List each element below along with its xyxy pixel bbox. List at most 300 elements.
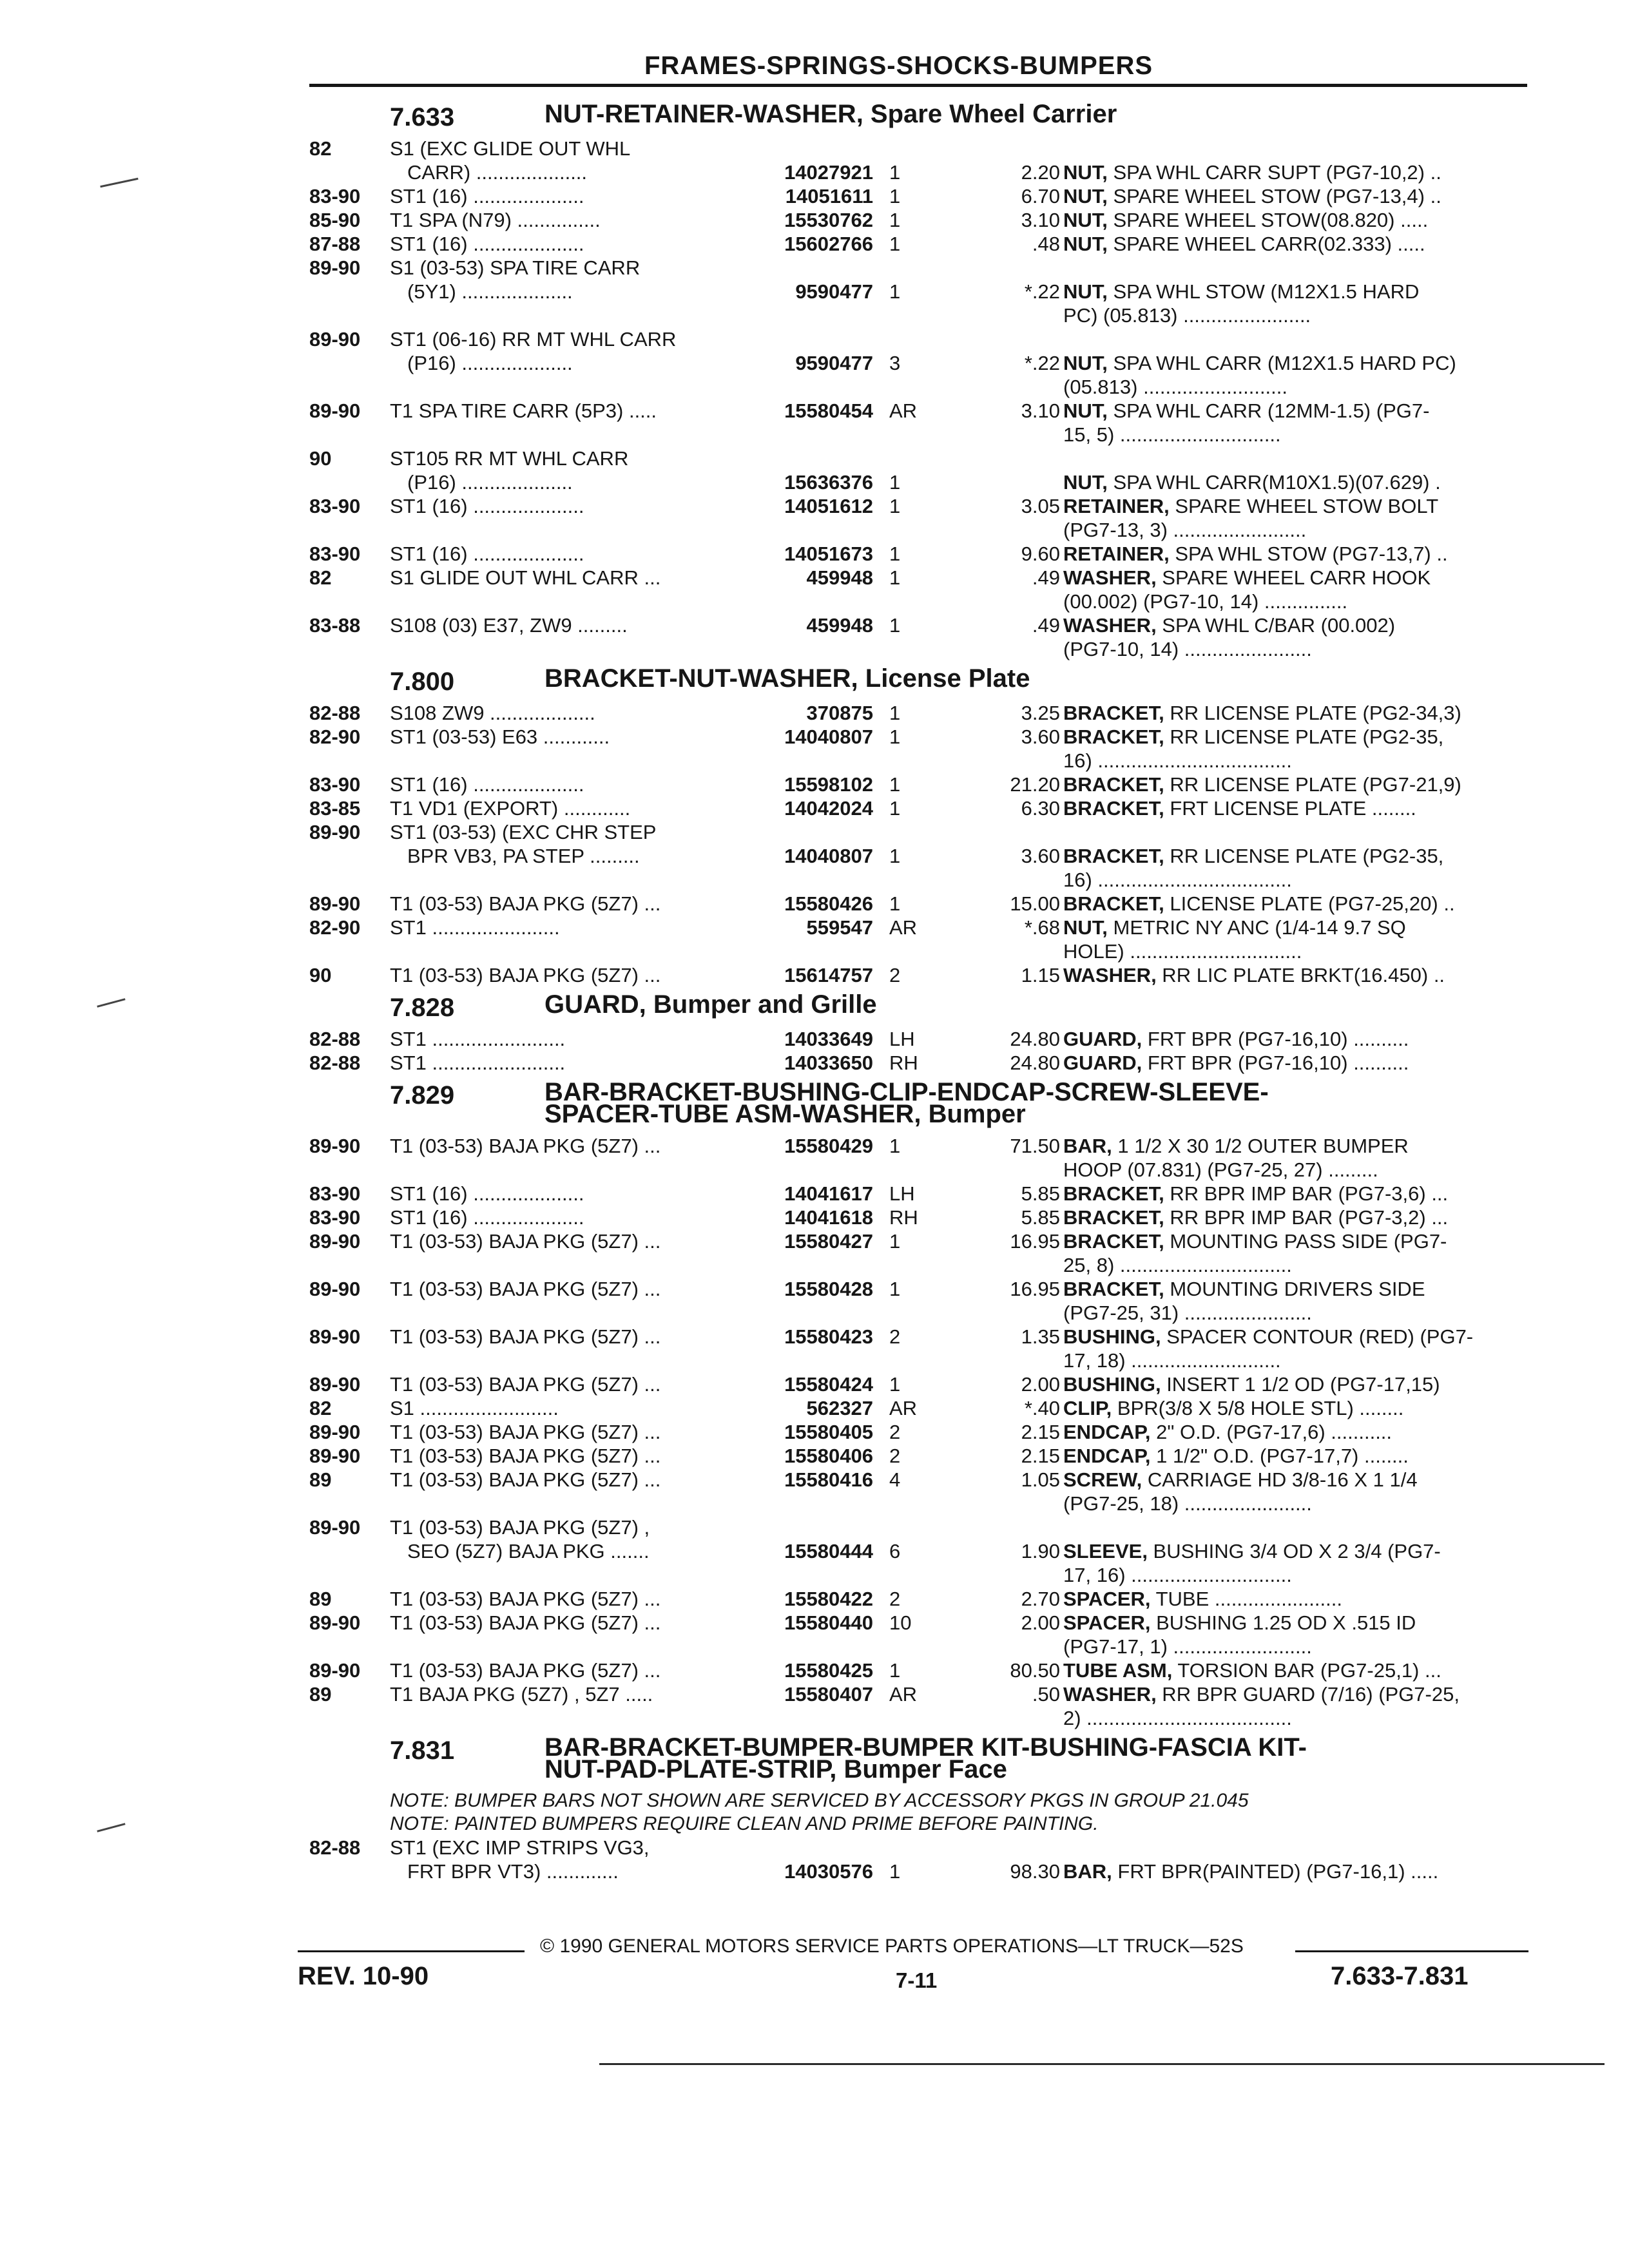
- part-name: [1063, 1182, 1448, 1206]
- part-name: [1063, 470, 1441, 494]
- parts-row: [309, 725, 1530, 749]
- quantity: 1: [889, 543, 901, 565]
- usage-description: T1 (03-53) BAJA PKG (5Z7) ...: [390, 1445, 661, 1467]
- usage-description: T1 (03-53) BAJA PKG (5Z7) ...: [390, 1230, 661, 1253]
- part-name: [1063, 1658, 1441, 1682]
- usage-description: T1 (03-53) BAJA PKG (5Z7) ...: [390, 1611, 661, 1634]
- part-name-keyword: BRACKET,: [1063, 702, 1164, 724]
- usage-description: T1 (03-53) BAJA PKG (5Z7) ...: [390, 1588, 661, 1610]
- part-name: [1063, 1539, 1441, 1563]
- price: 3.60: [1021, 845, 1060, 867]
- part-name: [1063, 1027, 1409, 1051]
- parts-row: [309, 1051, 1530, 1075]
- part-name: [1063, 184, 1441, 208]
- part-name-text: SPA WHL C/BAR (00.002): [1156, 614, 1396, 637]
- part-name-text: MOUNTING PASS SIDE (PG7-: [1164, 1230, 1447, 1253]
- quantity: 1: [889, 280, 901, 303]
- part-name-text: 2" O.D. (PG7-17,6) ...........: [1150, 1421, 1393, 1443]
- usage-description: (P16) ....................: [407, 352, 573, 374]
- usage-description: ST1 ........................: [390, 1028, 566, 1050]
- part-name: [1063, 1706, 1292, 1730]
- usage-description: (5Y1) ....................: [407, 280, 573, 303]
- part-number: 14033650: [784, 1052, 873, 1074]
- part-name-text: SPARE WHEEL CARR(02.333) .....: [1107, 233, 1425, 255]
- parts-row: [309, 1635, 1530, 1658]
- quantity: 1: [889, 1373, 901, 1396]
- part-name-text: PC) (05.813) .......................: [1063, 304, 1311, 327]
- usage-description: (P16) ....................: [407, 471, 573, 494]
- part-name-text: 16) ...................................: [1063, 749, 1292, 772]
- parts-listing: [309, 97, 1530, 1883]
- parts-row: [309, 232, 1530, 256]
- footer-rule-right: [1295, 1950, 1528, 1952]
- usage-description: T1 (03-53) BAJA PKG (5Z7) ...: [390, 1659, 661, 1682]
- part-name-text: FRT BPR (PG7-16,10) ..........: [1142, 1052, 1409, 1074]
- part-number: 15580426: [784, 892, 873, 915]
- part-name: [1063, 423, 1281, 447]
- part-number: 15580405: [784, 1421, 873, 1443]
- price: 3.10: [1021, 399, 1060, 422]
- part-name: [1063, 796, 1416, 820]
- part-name-keyword: NUT,: [1063, 280, 1108, 303]
- part-number: 14051673: [784, 543, 873, 565]
- part-name-keyword: NUT,: [1063, 352, 1108, 374]
- price: .49: [1032, 614, 1060, 637]
- part-name: [1063, 1492, 1312, 1515]
- part-name-keyword: BUSHING,: [1063, 1373, 1161, 1396]
- part-number: 370875: [806, 702, 873, 724]
- part-number: 15598102: [784, 773, 873, 796]
- part-name-text: SPARE WHEEL CARR HOOK: [1156, 566, 1431, 589]
- part-name: [1063, 844, 1443, 868]
- quantity: AR: [889, 916, 918, 939]
- part-number: 15580429: [784, 1135, 873, 1157]
- section-heading: [309, 661, 1530, 701]
- quantity: 1: [889, 773, 901, 796]
- quantity: 1: [889, 797, 901, 820]
- parts-row: [309, 1182, 1530, 1206]
- part-name-keyword: BRACKET,: [1063, 1278, 1164, 1300]
- part-name: [1063, 303, 1311, 327]
- part-number: 15580424: [784, 1373, 873, 1396]
- part-name-text: TUBE .......................: [1150, 1588, 1342, 1610]
- part-name-text: SPA WHL CARR (M12X1.5 HARD PC): [1107, 352, 1456, 374]
- part-name: [1063, 916, 1406, 939]
- part-name-text: (PG7-25, 18) .......................: [1063, 1492, 1312, 1515]
- part-name: [1063, 1229, 1447, 1253]
- part-name: [1063, 749, 1292, 773]
- part-name-text: (PG7-13, 3) ........................: [1063, 519, 1307, 541]
- section-heading: [309, 1730, 1530, 1789]
- quantity: 6: [889, 1540, 901, 1562]
- part-name: [1063, 542, 1448, 566]
- part-name-keyword: NUT,: [1063, 209, 1108, 231]
- part-name-keyword: BAR,: [1063, 1860, 1112, 1883]
- part-name-keyword: NUT,: [1063, 185, 1108, 207]
- quantity: 1: [889, 726, 901, 748]
- usage-description: ST1 (16) ....................: [390, 543, 584, 565]
- model-years: 89-90: [309, 1445, 361, 1467]
- part-name: [1063, 160, 1441, 184]
- part-name-text: MOUNTING DRIVERS SIDE: [1164, 1278, 1425, 1300]
- part-name: [1063, 1051, 1409, 1075]
- part-number: 15602766: [784, 233, 873, 255]
- model-years: 83-90: [309, 543, 361, 565]
- part-name-keyword: ENDCAP,: [1063, 1445, 1151, 1467]
- part-number: 15530762: [784, 209, 873, 231]
- part-number: 15580407: [784, 1683, 873, 1706]
- parts-row: [309, 327, 1530, 351]
- model-years: 83-85: [309, 797, 361, 820]
- part-name-keyword: SPACER,: [1063, 1588, 1151, 1610]
- parts-row: [309, 1492, 1530, 1515]
- part-name-keyword: NUT,: [1063, 916, 1108, 939]
- part-name-keyword: WASHER,: [1063, 614, 1157, 637]
- parts-row: [309, 1134, 1530, 1158]
- price: 1.15: [1021, 964, 1060, 986]
- parts-row: [309, 1563, 1530, 1587]
- price: 9.60: [1021, 543, 1060, 565]
- usage-description: ST1 (16) ....................: [390, 1206, 584, 1229]
- part-name: [1063, 1134, 1409, 1158]
- part-name-keyword: GUARD,: [1063, 1028, 1142, 1050]
- quantity: 1: [889, 1135, 901, 1157]
- part-name-keyword: SCREW,: [1063, 1468, 1142, 1491]
- section-heading: [309, 987, 1530, 1027]
- price: 1.05: [1021, 1468, 1060, 1491]
- part-name-text: RR BPR IMP BAR (PG7-3,6) ...: [1164, 1182, 1449, 1205]
- scan-mark: [97, 1823, 125, 1832]
- part-name-text: 25, 8) ...............................: [1063, 1254, 1292, 1276]
- model-years: 89-90: [309, 821, 361, 843]
- parts-row: [309, 1611, 1530, 1635]
- usage-description: S1 (03-53) SPA TIRE CARR: [390, 256, 641, 279]
- price: 2.20: [1021, 161, 1060, 184]
- footer-rule-left: [298, 1950, 525, 1952]
- parts-row: [309, 1206, 1530, 1229]
- part-number: 459948: [806, 614, 873, 637]
- part-name-keyword: NUT,: [1063, 471, 1108, 494]
- part-number: 459948: [806, 566, 873, 589]
- part-name-keyword: NUT,: [1063, 399, 1108, 422]
- usage-description: T1 (03-53) BAJA PKG (5Z7) ,: [390, 1516, 650, 1539]
- model-years: 89-90: [309, 399, 361, 422]
- model-years: 82: [309, 137, 332, 160]
- part-name-text: FRT LICENSE PLATE ........: [1164, 797, 1416, 820]
- part-name-text: SPA WHL CARR(M10X1.5)(07.629) .: [1107, 471, 1441, 494]
- part-name-keyword: WASHER,: [1063, 566, 1157, 589]
- part-name: [1063, 1563, 1292, 1587]
- part-number: 9590477: [795, 352, 873, 374]
- price: 2.00: [1021, 1373, 1060, 1396]
- price: 1.90: [1021, 1540, 1060, 1562]
- part-name-text: HOOP (07.831) (PG7-25, 27) .........: [1063, 1158, 1378, 1181]
- usage-description: ST1 (03-53) E63 ............: [390, 726, 610, 748]
- quantity: 2: [889, 964, 901, 986]
- model-years: 83-90: [309, 1206, 361, 1229]
- part-name: [1063, 1325, 1473, 1349]
- part-name-keyword: BRACKET,: [1063, 1206, 1164, 1229]
- section-title-line: GUARD, Bumper and Grille: [545, 990, 877, 1019]
- part-name-text: 1 1/2" O.D. (PG7-17,7) ........: [1150, 1445, 1409, 1467]
- quantity: 1: [889, 1230, 901, 1253]
- quantity: 1: [889, 614, 901, 637]
- part-number: 562327: [806, 1397, 873, 1419]
- quantity: 2: [889, 1325, 901, 1348]
- parts-row: [309, 518, 1530, 542]
- header-rule: [309, 84, 1527, 87]
- part-name: [1063, 375, 1287, 399]
- part-name-text: 2) .....................................: [1063, 1707, 1292, 1729]
- part-name-text: BPR(3/8 X 5/8 HOLE STL) ........: [1112, 1397, 1404, 1419]
- part-name-keyword: NUT,: [1063, 233, 1108, 255]
- section-number: 7.633: [390, 103, 455, 131]
- part-name-text: INSERT 1 1/2 OD (PG7-17,15): [1161, 1373, 1440, 1396]
- usage-description: T1 (03-53) BAJA PKG (5Z7) ...: [390, 1468, 661, 1491]
- footer-section-range: 7.633-7.831: [1331, 1962, 1469, 1990]
- parts-row: [309, 1396, 1530, 1420]
- part-number: 559547: [806, 916, 873, 939]
- usage-description: T1 SPA TIRE CARR (5P3) .....: [390, 399, 657, 422]
- part-name-text: SPA WHL CARR (12MM-1.5) (PG7-: [1107, 399, 1430, 422]
- parts-row: [309, 637, 1530, 661]
- parts-row: [309, 1372, 1530, 1396]
- part-name: [1063, 773, 1461, 796]
- usage-description: ST1 (16) ....................: [390, 1182, 584, 1205]
- parts-row: [309, 1277, 1530, 1301]
- usage-description: FRT BPR VT3) .............: [407, 1860, 619, 1883]
- model-years: 90: [309, 447, 332, 470]
- part-name-keyword: TUBE ASM,: [1063, 1659, 1173, 1682]
- part-name-text: 15, 5) .............................: [1063, 423, 1281, 446]
- part-name-text: RR LICENSE PLATE (PG2-35,: [1164, 726, 1444, 748]
- usage-description: T1 (03-53) BAJA PKG (5Z7) ...: [390, 1373, 661, 1396]
- model-years: 82-90: [309, 726, 361, 748]
- part-number: 14051611: [785, 185, 873, 207]
- parts-row: [309, 916, 1530, 939]
- usage-description: ST1 ........................: [390, 1052, 566, 1074]
- part-name: [1063, 939, 1302, 963]
- parts-row: [309, 256, 1530, 280]
- quantity: 1: [889, 702, 901, 724]
- parts-row: [309, 590, 1530, 613]
- part-name-text: (05.813) ..........................: [1063, 376, 1288, 398]
- part-name-text: 16) ...................................: [1063, 869, 1292, 891]
- price: 1.35: [1021, 1325, 1060, 1348]
- parts-row: [309, 423, 1530, 447]
- part-number: 15580416: [784, 1468, 873, 1491]
- parts-row: [309, 184, 1530, 208]
- part-name-text: FRT BPR(PAINTED) (PG7-16,1) .....: [1112, 1860, 1439, 1883]
- price: 21.20: [1010, 773, 1060, 796]
- price: 71.50: [1010, 1135, 1060, 1157]
- part-number: 15580454: [784, 399, 873, 422]
- parts-row: [309, 844, 1530, 868]
- quantity: 10: [889, 1611, 912, 1634]
- part-number: 15580428: [784, 1278, 873, 1300]
- part-name: [1063, 1635, 1312, 1658]
- parts-row: [309, 208, 1530, 232]
- part-name-text: METRIC NY ANC (1/4-14 9.7 SQ: [1107, 916, 1406, 939]
- parts-row: [309, 1658, 1530, 1682]
- part-name: [1063, 399, 1429, 423]
- parts-row: [309, 494, 1530, 518]
- part-name-text: SPACER CONTOUR (RED) (PG7-: [1161, 1325, 1474, 1348]
- parts-row: [309, 1587, 1530, 1611]
- section-title-line: NUT-PAD-PLATE-STRIP, Bumper Face: [545, 1755, 1007, 1783]
- part-name-text: FRT BPR (PG7-16,10) ..........: [1142, 1028, 1409, 1050]
- model-years: 89-90: [309, 892, 361, 915]
- part-name-text: (PG7-17, 1) .........................: [1063, 1635, 1312, 1658]
- part-number: 14030576: [784, 1860, 873, 1883]
- scan-mark: [97, 998, 125, 1008]
- part-name-text: RR LICENSE PLATE (PG2-34,3): [1164, 702, 1461, 724]
- part-name: [1063, 232, 1425, 256]
- parts-row: [309, 375, 1530, 399]
- quantity: 1: [889, 471, 901, 494]
- section-number: 7.831: [390, 1736, 455, 1765]
- parts-row: [309, 1706, 1530, 1730]
- price: 3.10: [1021, 209, 1060, 231]
- part-name-keyword: BUSHING,: [1063, 1325, 1161, 1348]
- price: 98.30: [1010, 1860, 1060, 1883]
- usage-description: ST1 (16) ....................: [390, 185, 584, 207]
- price: .48: [1032, 233, 1060, 255]
- part-number: 15580440: [784, 1611, 873, 1634]
- part-name-text: TORSION BAR (PG7-25,1) ...: [1172, 1659, 1441, 1682]
- part-name-keyword: SPACER,: [1063, 1611, 1151, 1634]
- part-name: [1063, 725, 1443, 749]
- parts-row: [309, 963, 1530, 987]
- part-number: 14033649: [784, 1028, 873, 1050]
- part-name: [1063, 1682, 1460, 1706]
- part-name: [1063, 613, 1395, 637]
- model-years: 89-90: [309, 1325, 361, 1348]
- price: 2.00: [1021, 1611, 1060, 1634]
- price: 16.95: [1010, 1230, 1060, 1253]
- parts-row: [309, 1158, 1530, 1182]
- part-number: 9590477: [795, 280, 873, 303]
- price: 3.05: [1021, 495, 1060, 517]
- quantity: LH: [889, 1028, 915, 1050]
- section-title: [545, 1078, 1511, 1128]
- part-name: [1063, 1587, 1342, 1611]
- part-name-text: 17, 18) ...........................: [1063, 1349, 1281, 1372]
- parts-row: [309, 542, 1530, 566]
- usage-description: ST105 RR MT WHL CARR: [390, 447, 629, 470]
- parts-row: [309, 1836, 1530, 1860]
- usage-description: ST1 (06-16) RR MT WHL CARR: [390, 328, 677, 351]
- quantity: 1: [889, 233, 901, 255]
- part-name-keyword: ENDCAP,: [1063, 1421, 1151, 1443]
- quantity: AR: [889, 1683, 918, 1706]
- usage-description: S1 GLIDE OUT WHL CARR ...: [390, 566, 661, 589]
- footer-copyright: © 1990 GENERAL MOTORS SERVICE PARTS OPERATIONS—LT TRUCK—52S: [540, 1936, 1244, 1957]
- price: 24.80: [1010, 1028, 1060, 1050]
- parts-row: [309, 796, 1530, 820]
- price: 6.70: [1021, 185, 1060, 207]
- parts-row: [309, 1539, 1530, 1563]
- part-name: [1063, 892, 1455, 916]
- model-years: 89: [309, 1683, 332, 1706]
- quantity: 3: [889, 352, 901, 374]
- price: 5.85: [1021, 1206, 1060, 1229]
- parts-row: [309, 1860, 1530, 1883]
- part-name-text: LICENSE PLATE (PG7-25,20) ..: [1164, 892, 1455, 915]
- price: *.22: [1024, 352, 1060, 374]
- parts-row: [309, 1444, 1530, 1468]
- price: 2.70: [1021, 1588, 1060, 1610]
- part-number: 14040807: [784, 726, 873, 748]
- parts-row: [309, 613, 1530, 637]
- usage-description: T1 (03-53) BAJA PKG (5Z7) ...: [390, 964, 661, 986]
- usage-description: S108 (03) E37, ZW9 .........: [390, 614, 628, 637]
- part-name-text: RR LIC PLATE BRKT(16.450) ..: [1156, 964, 1445, 986]
- part-name-keyword: BRACKET,: [1063, 845, 1164, 867]
- part-name: [1063, 1158, 1378, 1182]
- part-name: [1063, 590, 1347, 613]
- quantity: AR: [889, 399, 918, 422]
- quantity: 1: [889, 185, 901, 207]
- part-name: [1063, 637, 1312, 661]
- price: .50: [1032, 1683, 1060, 1706]
- usage-description: S1 (EXC GLIDE OUT WHL: [390, 137, 631, 160]
- part-number: 14027921: [784, 161, 873, 184]
- part-name: [1063, 868, 1292, 892]
- price: 80.50: [1010, 1659, 1060, 1682]
- part-name: [1063, 1372, 1440, 1396]
- quantity: 4: [889, 1468, 901, 1491]
- parts-row: [309, 773, 1530, 796]
- model-years: 85-90: [309, 209, 361, 231]
- section-title: [545, 1733, 1511, 1783]
- model-years: 89-90: [309, 328, 361, 351]
- part-name: [1063, 963, 1445, 987]
- part-name: [1063, 1468, 1418, 1492]
- usage-description: T1 (03-53) BAJA PKG (5Z7) ...: [390, 1278, 661, 1300]
- part-name: [1063, 1349, 1281, 1372]
- model-years: 89-90: [309, 1278, 361, 1300]
- part-name: [1063, 208, 1428, 232]
- parts-row: [309, 1468, 1530, 1492]
- part-name-keyword: RETAINER,: [1063, 495, 1170, 517]
- price: *.22: [1024, 280, 1060, 303]
- part-name: [1063, 1277, 1425, 1301]
- part-name: [1063, 1206, 1448, 1229]
- part-name-text: CARRIAGE HD 3/8-16 X 1 1/4: [1142, 1468, 1418, 1491]
- part-name-text: BUSHING 3/4 OD X 2 3/4 (PG7-: [1147, 1540, 1441, 1562]
- price: 24.80: [1010, 1052, 1060, 1074]
- part-name: [1063, 566, 1431, 590]
- usage-description: T1 (03-53) BAJA PKG (5Z7) ...: [390, 892, 661, 915]
- parts-row: [309, 892, 1530, 916]
- model-years: 89: [309, 1588, 332, 1610]
- part-number: 14040807: [784, 845, 873, 867]
- price: *.40: [1024, 1397, 1060, 1419]
- part-name: [1063, 494, 1438, 518]
- parts-row: [309, 470, 1530, 494]
- model-years: 89-90: [309, 1659, 361, 1682]
- section-title-line: NUT-RETAINER-WASHER, Spare Wheel Carrier: [545, 100, 1117, 128]
- section-number: 7.828: [390, 994, 455, 1022]
- quantity: 2: [889, 1421, 901, 1443]
- quantity: RH: [889, 1052, 918, 1074]
- part-name-text: HOLE) ...............................: [1063, 940, 1302, 963]
- model-years: 82-88: [309, 1028, 361, 1050]
- part-name-keyword: BRACKET,: [1063, 1182, 1164, 1205]
- parts-row: [309, 351, 1530, 375]
- quantity: 1: [889, 892, 901, 915]
